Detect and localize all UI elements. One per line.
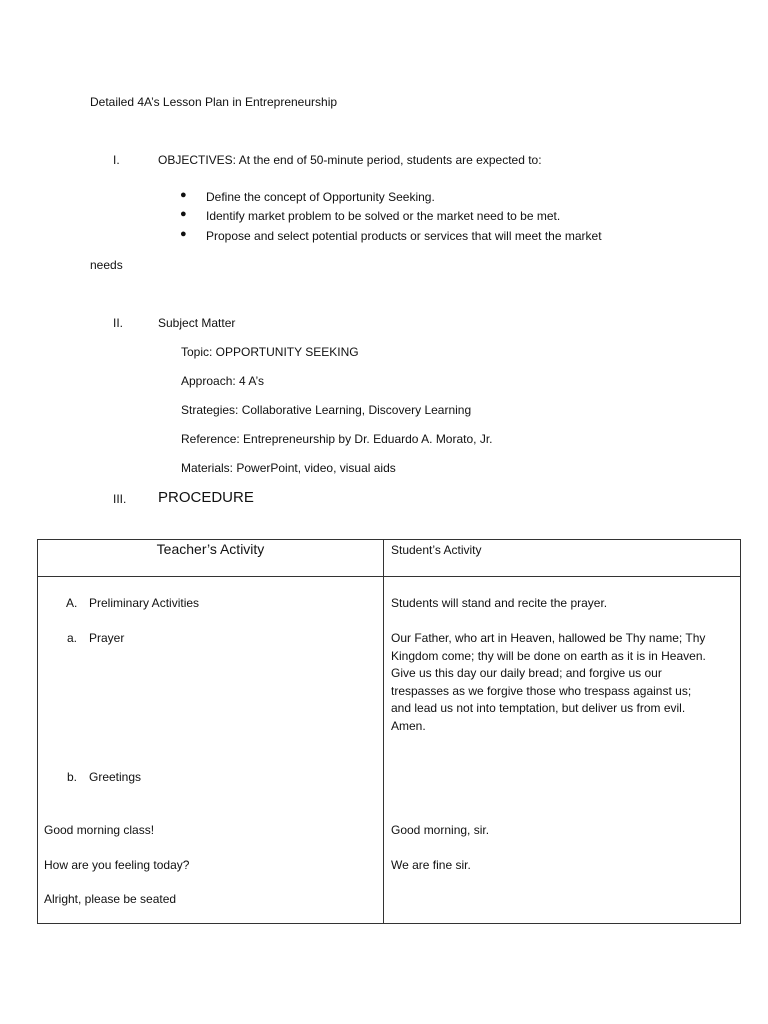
- student-line-3: We are fine sir.: [391, 858, 471, 872]
- header-teacher-cell: [38, 540, 384, 577]
- header-student-cell: [384, 540, 741, 577]
- teacher-line-2: How are you feeling today?: [44, 858, 190, 872]
- student-line-2: Good morning, sir.: [391, 823, 490, 837]
- student-activity-cell: [384, 577, 741, 924]
- objectives-heading: OBJECTIVES: At the end of 50-minute period, students are expected to:: [158, 153, 542, 167]
- item-prayer: Prayer: [89, 631, 125, 645]
- item-b-letter: b.: [67, 770, 78, 784]
- item-greetings: Greetings: [89, 770, 142, 784]
- objective-bullet-2: Identify market problem to be solved or the market need to be met.: [206, 209, 561, 223]
- teacher-line-1: Good morning class!: [44, 823, 155, 837]
- header-student: Student’s Activity: [391, 543, 482, 557]
- teacher-line-3: Alright, please be seated: [44, 892, 177, 906]
- header-teacher: Teacher’s Activity: [156, 541, 265, 557]
- objective-bullet-3: Propose and select potential products or services that will meet the market: [206, 229, 602, 243]
- bullet-icon: ●: [180, 189, 187, 201]
- subject-number: II.: [113, 316, 124, 330]
- subject-strategies: Strategies: Collaborative Learning, Discovery Learning: [181, 403, 472, 417]
- bullet-icon: ●: [180, 208, 187, 220]
- subject-reference: Reference: Entrepreneurship by Dr. Eduardo A. Morato, Jr.: [181, 432, 493, 446]
- subject-heading: Subject Matter: [158, 316, 236, 330]
- objectives-number: I.: [113, 153, 120, 167]
- table-header-row: [38, 540, 741, 577]
- procedure-heading: PROCEDURE: [158, 489, 254, 506]
- table-row: [38, 577, 741, 924]
- document-title: Detailed 4A’s Lesson Plan in Entrepreneurship: [90, 95, 338, 109]
- item-a-letter: A.: [66, 596, 78, 610]
- item-preliminary-activities: Preliminary Activities: [89, 596, 200, 610]
- subject-materials: Materials: PowerPoint, video, visual aids: [181, 461, 396, 475]
- subject-approach: Approach: 4 A’s: [181, 374, 264, 388]
- objective-bullet-1: Define the concept of Opportunity Seeking.: [206, 190, 435, 204]
- bullet-icon: ●: [180, 228, 187, 240]
- procedure-number: III.: [113, 492, 127, 506]
- item-a1-letter: a.: [67, 631, 78, 645]
- student-line-1: Students will stand and recite the prayer.: [391, 596, 608, 610]
- objective-continuation: needs: [90, 258, 123, 272]
- teacher-activity-cell: [38, 577, 384, 924]
- procedure-table: [37, 539, 741, 924]
- subject-topic: Topic: OPPORTUNITY SEEKING: [181, 345, 359, 359]
- student-prayer: Our Father, who art in Heaven, hallowed be Thy name; Thy Kingdom come; thy will be done on earth as it is in Heaven. Give us this day our daily bread; and forgive us our trespasses as we forgive those who trespass against us; and lead us not into temptation, but deliver us from evil. Amen.: [391, 631, 706, 733]
